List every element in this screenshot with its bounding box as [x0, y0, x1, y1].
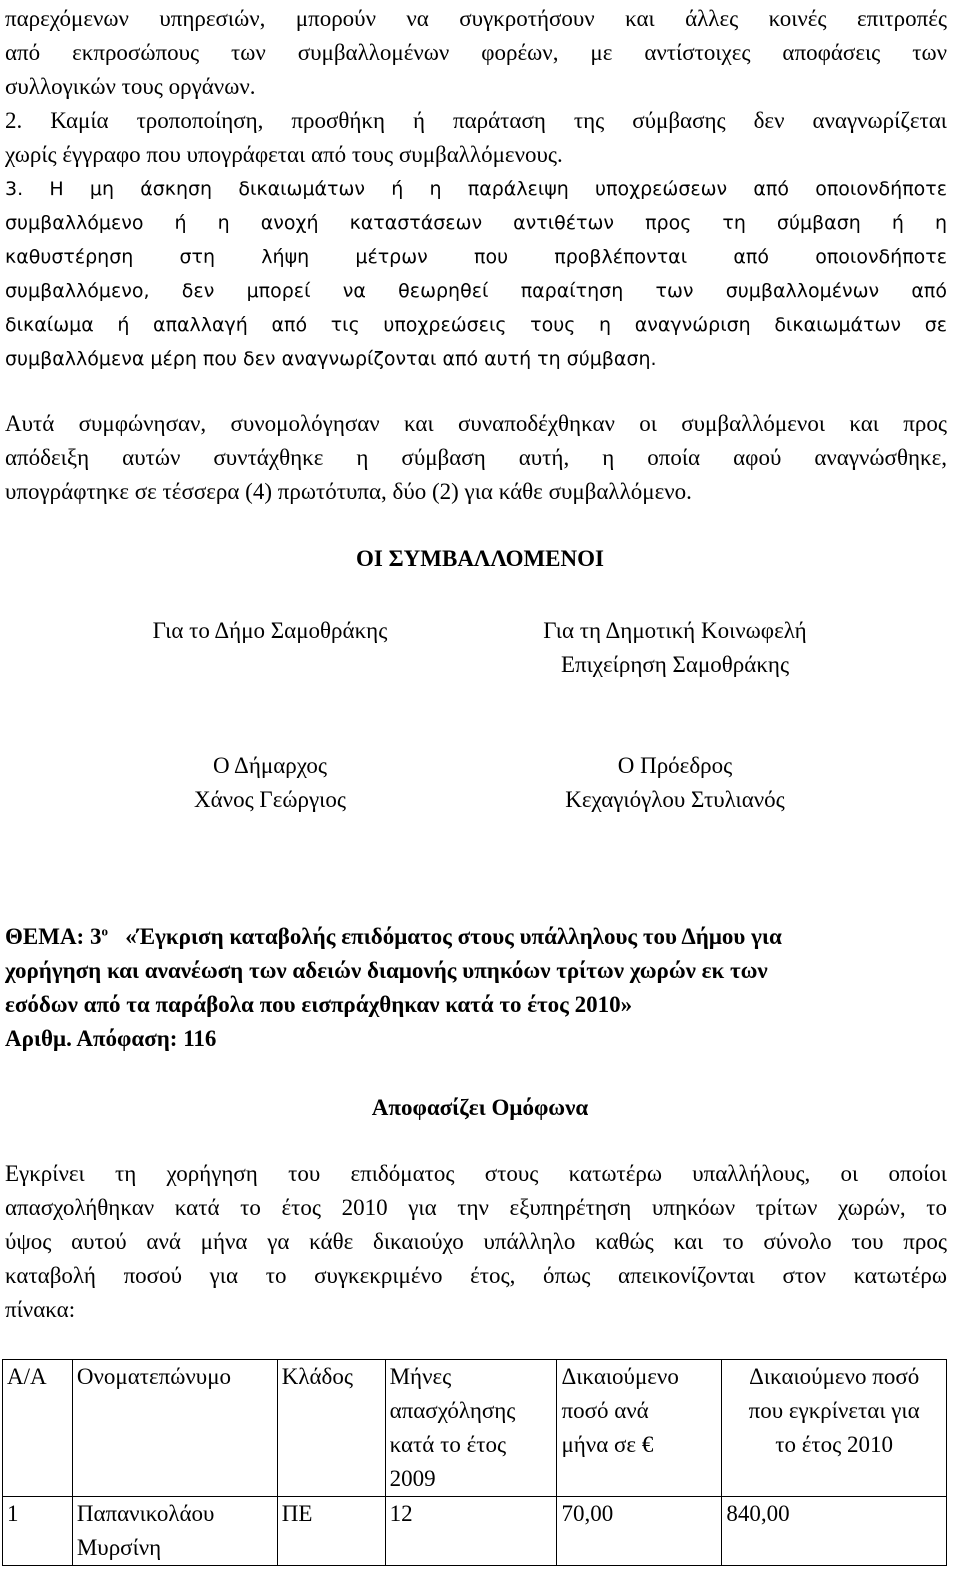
clause-3-line: καθυστέρηση στη λήψη μέτρων που προβλέπονται από οποιονδήποτε: [5, 246, 947, 268]
clause-2-line: χωρίς έγγραφο που υπογράφεται από τους συμβαλλόμενους.: [5, 142, 563, 167]
agreement-line: Αυτά συμφώνησαν, συνομολόγησαν και συναποδέχθηκαν οι συμβαλλόμενοι και προς: [5, 411, 947, 436]
cell-months: 12: [385, 1497, 557, 1566]
decision-number: Αριθμ. Απόφαση: 116: [5, 1026, 217, 1051]
decision-line: καταβολή ποσού για το συγκεκριμένο έτος, όπως απεικονίζονται στον κατωτέρω: [5, 1263, 947, 1288]
cell-aa: 1: [3, 1497, 73, 1566]
clause-3-line: συμβαλλόμενο ή η ανοχή καταστάσεων αντιθέτων προς τη σύμβαση ή η: [5, 212, 947, 234]
left-signatory-name: Χάνος Γεώργιος: [194, 787, 346, 812]
decision-heading: Αποφασίζει Ομόφωνα: [371, 1095, 589, 1120]
table-row: [3, 1497, 947, 1566]
subject-prefix: ΘΕΜΑ: 3: [5, 924, 102, 949]
right-signatory-name: Κεχαγιόγλου Στυλιανός: [565, 787, 785, 812]
table-header-row: [3, 1360, 947, 1497]
clause-3-line: συμβαλλόμενα μέρη που δεν αναγνωρίζονται από αυτή τη σύμβαση.: [5, 348, 657, 370]
decision-line: απασχολήθηκαν κατά το έτος 2010 για την εξυπηρέτηση υπηκόων τρίτων χωρών, το: [5, 1195, 947, 1220]
clause-3-line: δικαίωμα ή απαλλαγή από τις υποχρεώσεις τους η αναγνώριση δικαιωμάτων σε: [5, 314, 947, 336]
header-months: Μήνες απασχόλησης κατά το έτος 2009: [385, 1360, 557, 1497]
subject-line-2: χορήγηση και ανανέωση των αδειών διαμονής υπηκόων τρίτων χωρών εκ των: [5, 958, 768, 983]
clause-3-line: 3. Η μη άσκηση δικαιωμάτων ή η παράλειψη υποχρεώσεων από οποιονδήποτε: [5, 178, 947, 200]
clause-3-line: συμβαλλόμενο, δεν μπορεί να θεωρηθεί παραίτηση των συμβαλλομένων από: [5, 280, 947, 302]
header-monthly-amount: Δικαιούμενο ποσό ανά μήνα σε €: [557, 1360, 722, 1497]
cell-monthly-amount: 70,00: [557, 1497, 722, 1566]
left-party-label: Για το Δήμο Σαμοθράκης: [152, 618, 388, 643]
decision-line: ύψος αυτού ανά μήνα γα κάθε δικαιούχο υπάλληλο καθώς και το σύνολο του προς: [5, 1229, 947, 1254]
allowance-table: [2, 1359, 947, 1566]
cell-name: Παπανικολάου Μυρσίνη: [72, 1497, 277, 1566]
header-aa: Α/Α: [3, 1360, 73, 1497]
signatories-heading: ΟΙ ΣΥΜΒΑΛΛΟΜΕΝΟΙ: [356, 546, 604, 571]
right-party-label: Επιχείρηση Σαμοθράκης: [560, 652, 790, 677]
header-branch: Κλάδος: [277, 1360, 385, 1497]
subject-title-start: «Έγκριση καταβολής επιδόματος στους υπάλληλους του Δήμου για: [125, 924, 782, 949]
agreement-line: υπογράφτηκε σε τέσσερα (4) πρωτότυπα, δύο (2) για κάθε συμβαλλόμενο.: [5, 479, 692, 504]
paragraph-line: παρεχόμενων υπηρεσιών, μπορούν να συγκροτήσουν και άλλες κοινές επιτροπές: [5, 6, 947, 31]
header-name: Ονοματεπώνυμο: [72, 1360, 277, 1497]
subject-ordinal: ο: [101, 923, 108, 939]
right-party-label: Για τη Δημοτική Κοινωφελή: [543, 618, 807, 643]
clause-2-line: 2. Καμία τροποποίηση, προσθήκη ή παράταση της σύμβασης δεν αναγνωρίζεται: [5, 108, 947, 133]
cell-branch: ΠΕ: [277, 1497, 385, 1566]
right-signatory-role: Ο Πρόεδρος: [617, 753, 733, 778]
cell-total-amount: 840,00: [722, 1497, 947, 1566]
paragraph-line: συλλογικών τους οργάνων.: [5, 74, 256, 99]
paragraph-line: από εκπροσώπους των συμβαλλομένων φορέων, με αντίστοιχες αποφάσεις των: [5, 40, 947, 65]
subject-line-1: [5, 920, 947, 954]
left-signatory-role: Ο Δήμαρχος: [212, 753, 328, 778]
subject-line-3: εσόδων από τα παράβολα που εισπράχθηκαν κατά το έτος 2010»: [5, 992, 633, 1017]
decision-line: πίνακα:: [5, 1297, 76, 1322]
header-total-amount: Δικαιούμενο ποσό που εγκρίνεται για το έτος 2010: [722, 1360, 947, 1497]
decision-line: Εγκρίνει τη χορήγηση του επιδόματος στους κατωτέρω υπαλλήλους, οι οποίοι: [5, 1161, 947, 1186]
agreement-line: απόδειξη αυτών συντάχθηκε η σύμβαση αυτή, η οποία αφού αναγνώσθηκε,: [5, 445, 947, 470]
